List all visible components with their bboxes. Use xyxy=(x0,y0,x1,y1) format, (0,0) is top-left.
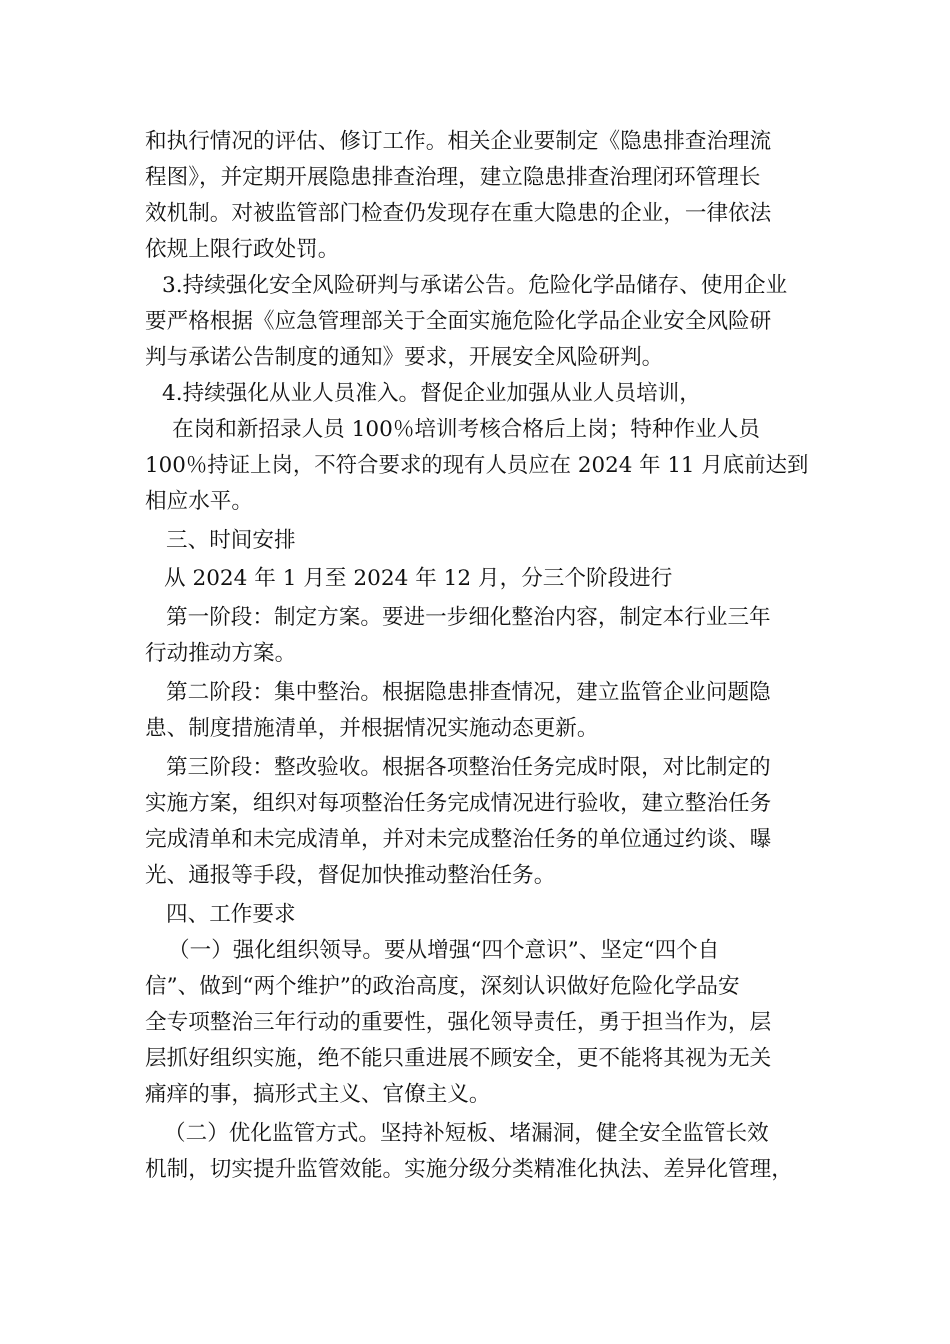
text-line: 层抓好组织实施，绝不能只重进展不顾安全，更不能将其视为无关 xyxy=(145,1046,772,1071)
text-line: 第二阶段：集中整治。根据隐患排查情况，建立监管企业问题隐 xyxy=(166,680,771,705)
text-line: 全专项整治三年行动的重要性，强化领导责任，勇于担当作为，层 xyxy=(145,1010,772,1035)
text-line: 信”、做到“两个维护”的政治高度，深刻认识做好危险化学品安 xyxy=(145,974,740,999)
text-line: 第三阶段：整改验收。根据各项整治任务完成时限，对比制定的 xyxy=(166,755,771,780)
text-line: 行动推动方案。 xyxy=(145,641,297,666)
text-line: （一）强化组织领导。要从增强“四个意识”、坚定“四个自 xyxy=(168,938,720,963)
text-line: 痛痒的事，搞形式主义、官僚主义。 xyxy=(145,1082,491,1107)
text-line: 在岗和新招录人员 100％培训考核合格后上岗；特种作业人员 xyxy=(172,417,760,442)
text-line: 要严格根据《应急管理部关于全面实施危险化学品企业安全风险研 xyxy=(145,309,772,334)
text-line: 机制，切实提升监管效能。实施分级分类精准化执法、差异化管理， xyxy=(145,1157,793,1182)
text-line: 实施方案，组织对每项整治任务完成情况进行验收，建立整治任务 xyxy=(145,791,772,816)
text-line: （二）优化监管方式。坚持补短板、堵漏洞，健全安全监管长效 xyxy=(164,1121,769,1146)
section-heading: 四、工作要求 xyxy=(166,902,296,927)
text-line: 程图》，并定期开展隐患排查治理，建立隐患排查治理闭环管理长 xyxy=(145,165,761,190)
text-line: 和执行情况的评估、修订工作。相关企业要制定《隐患排查治理流 xyxy=(145,129,772,154)
text-line: 效机制。对被监管部门检查仍发现存在重大隐患的企业，一律依法 xyxy=(145,201,772,226)
text-line: 依规上限行政处罚。 xyxy=(145,237,340,262)
section-heading: 三、时间安排 xyxy=(166,528,296,553)
text-line: 光、通报等手段，督促加快推动整治任务。 xyxy=(145,863,556,888)
text-line: 4.持续强化从业人员准入。督促企业加强从业人员培训， xyxy=(162,381,701,406)
text-line: 100％持证上岗，不符合要求的现有人员应在 2024 年 11 月底前达到 xyxy=(145,453,809,478)
text-line: 从 2024 年 1 月至 2024 年 12 月，分三个阶段进行 xyxy=(164,566,673,591)
text-line: 3.持续强化安全风险研判与承诺公告。危险化学品储存、使用企业 xyxy=(162,273,788,298)
text-line: 完成清单和未完成清单，并对未完成整治任务的单位通过约谈、曝 xyxy=(145,827,772,852)
text-line: 判与承诺公告制度的通知》要求，开展安全风险研判。 xyxy=(145,345,664,370)
text-line: 相应水平。 xyxy=(145,489,253,514)
text-line: 第一阶段：制定方案。要进一步细化整治内容，制定本行业三年 xyxy=(166,605,771,630)
text-line: 患、制度措施清单，并根据情况实施动态更新。 xyxy=(145,716,599,741)
